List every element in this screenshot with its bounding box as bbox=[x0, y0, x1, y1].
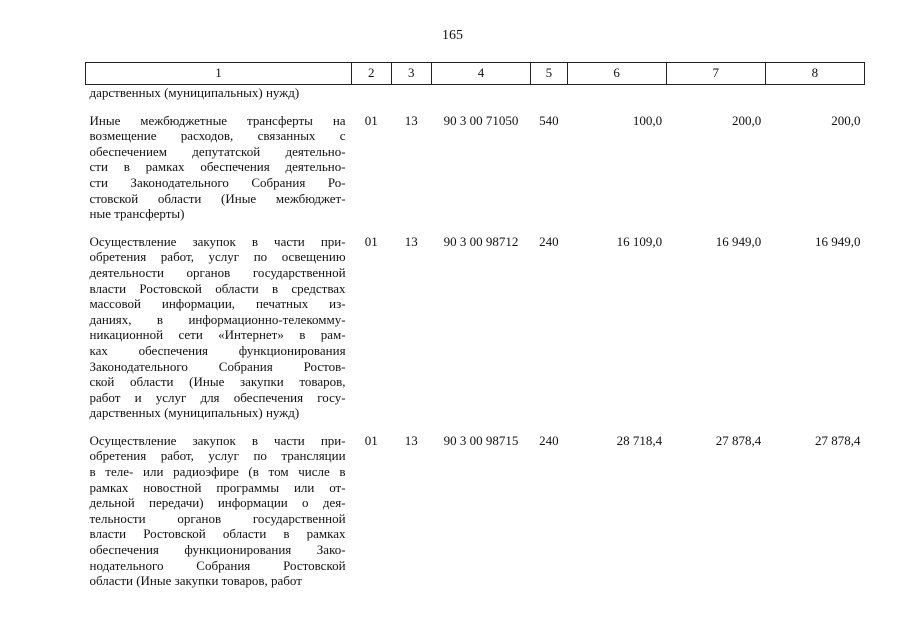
description-line: дельной передачи) информации о дея- bbox=[89, 495, 346, 511]
description-line: ные трансферты) bbox=[89, 206, 185, 222]
amount-year-2: 16 949,0 bbox=[715, 233, 762, 249]
description-line: Осуществление закупок в части при- bbox=[89, 233, 346, 249]
description-line: власти Ростовской области в средствах bbox=[89, 280, 346, 296]
description-line: обеспечения функционирования Зако- bbox=[89, 542, 346, 558]
column-header-5: 5 bbox=[531, 63, 567, 85]
description-line: массовой информации, печатных из- bbox=[89, 296, 346, 312]
description-line: сти Законодательного Собрания Ро- bbox=[89, 174, 346, 190]
page-number: 165 bbox=[442, 28, 463, 43]
column-header-3: 3 bbox=[391, 63, 431, 85]
target-article-code: 90 3 00 98715 bbox=[443, 432, 519, 448]
description-line: Осуществление закупок в части при- bbox=[89, 432, 346, 448]
description-line: дарственных (муниципальных) нужд) bbox=[89, 405, 300, 421]
amount-year-3: 27 878,4 bbox=[815, 432, 861, 448]
column-header-6: 6 bbox=[567, 63, 666, 85]
row-description bbox=[86, 101, 352, 222]
continuation-row bbox=[86, 85, 865, 101]
amount-year-2: 200,0 bbox=[732, 112, 762, 128]
description-line: ках обеспечения функционирования bbox=[89, 342, 346, 358]
target-article-code: 90 3 00 98712 bbox=[443, 233, 519, 249]
column-header-2: 2 bbox=[352, 63, 391, 85]
subsection-code: 13 bbox=[404, 432, 418, 448]
description-line: стовской области (Иные межбюджет- bbox=[89, 190, 346, 206]
amount-year-1: 28 718,4 bbox=[616, 432, 663, 448]
description-line: сти в рамках обеспечения деятельно- bbox=[89, 159, 346, 175]
section-code: 01 bbox=[364, 233, 378, 249]
amount-year-3: 16 949,0 bbox=[815, 233, 861, 249]
table-row bbox=[86, 222, 865, 421]
description-line: Законодательного Собрания Ростов- bbox=[89, 358, 346, 374]
description-line: нодательного Собрания Ростовской bbox=[89, 557, 346, 573]
description-line: власти Ростовской области в рамках bbox=[89, 526, 346, 542]
column-header-7: 7 bbox=[666, 63, 765, 85]
description-line: обретения работ, услуг по освещению bbox=[89, 249, 346, 265]
description-line: обретения работ, услуг по трансляции bbox=[89, 448, 346, 464]
section-code: 01 bbox=[364, 112, 378, 128]
expense-type-code: 240 bbox=[539, 233, 559, 249]
target-article-code: 90 3 00 71050 bbox=[443, 112, 519, 128]
description-line: работ и услуг для обеспечения госу- bbox=[89, 389, 346, 405]
description-line: никационной сети «Интернет» в рам- bbox=[89, 327, 346, 343]
row-description bbox=[86, 421, 352, 589]
table-header-row bbox=[86, 63, 865, 85]
continuation-text: дарственных (муниципальных) нужд) bbox=[89, 85, 300, 100]
table-row bbox=[86, 101, 865, 222]
section-code: 01 bbox=[364, 432, 378, 448]
description-line: рамках новостной программы или от- bbox=[89, 479, 346, 495]
column-header-8: 8 bbox=[765, 63, 864, 85]
description-line: в теле- или радиоэфире (в том числе в bbox=[89, 464, 346, 480]
description-line: тельности органов государственной bbox=[89, 510, 346, 526]
description-line: ской области (Иные закупки товаров, bbox=[89, 374, 346, 390]
description-line: обеспечением депутатской деятельно- bbox=[89, 143, 346, 159]
description-line: возмещение расходов, связанных с bbox=[89, 128, 346, 144]
expense-type-code: 540 bbox=[539, 112, 559, 128]
expense-type-code: 240 bbox=[539, 432, 559, 448]
column-header-1: 1 bbox=[86, 63, 352, 85]
amount-year-1: 16 109,0 bbox=[616, 233, 663, 249]
subsection-code: 13 bbox=[404, 233, 418, 249]
row-description bbox=[86, 222, 352, 421]
amount-year-2: 27 878,4 bbox=[715, 432, 762, 448]
subsection-code: 13 bbox=[404, 112, 418, 128]
description-line: деятельности органов государственной bbox=[89, 264, 346, 280]
description-line: области (Иные закупки товаров, работ bbox=[89, 573, 302, 589]
column-header-4: 4 bbox=[431, 63, 530, 85]
description-line: даниях, в информационно-телекомму- bbox=[89, 311, 346, 327]
table-row bbox=[86, 421, 865, 589]
budget-table bbox=[85, 62, 865, 589]
amount-year-1: 100,0 bbox=[632, 112, 663, 128]
description-line: Иные межбюджетные трансферты на bbox=[89, 112, 346, 128]
amount-year-3: 200,0 bbox=[831, 112, 861, 128]
